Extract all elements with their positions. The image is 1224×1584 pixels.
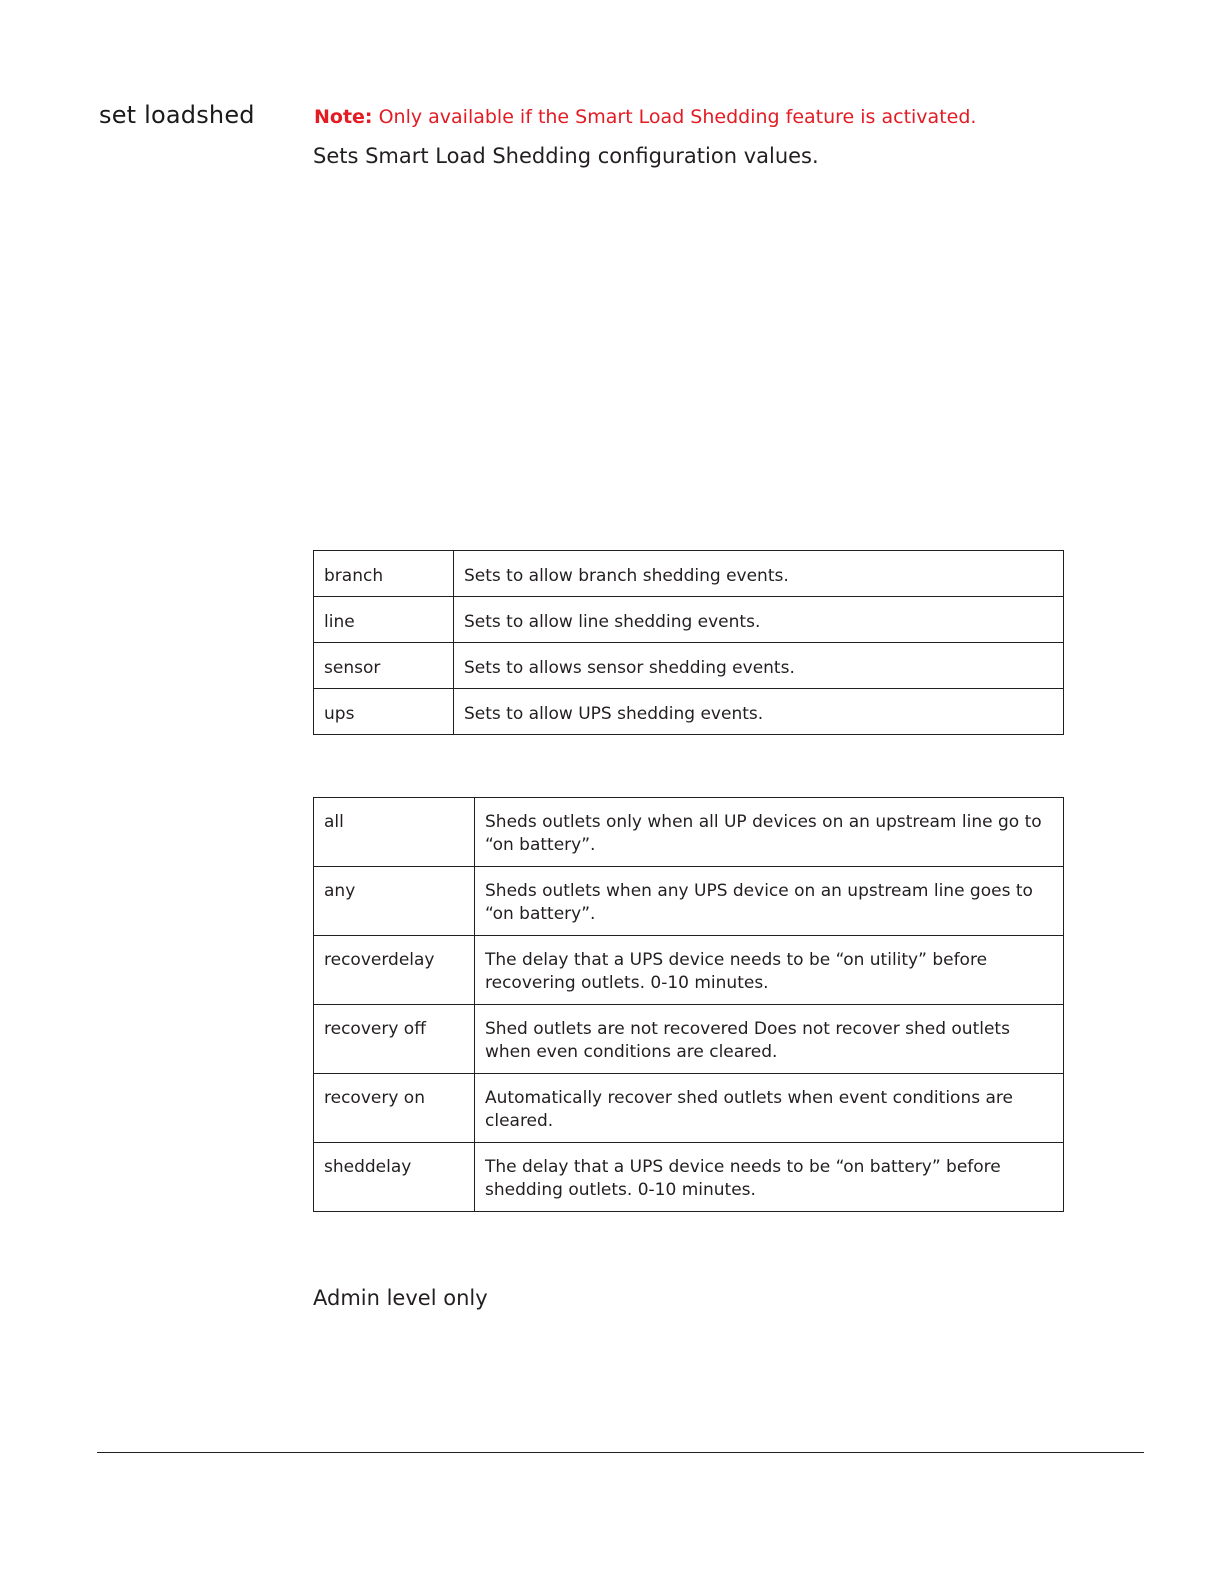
param-description: Sets to allow branch shedding events. [454, 551, 1064, 597]
param-description: Sets to allow UPS shedding events. [454, 689, 1064, 735]
param-description: The delay that a UPS device needs to be “on utility” before recovering outlets. 0-10 minutes. [475, 936, 1064, 1005]
table-row [314, 1074, 1064, 1143]
param-name: recoverdelay [314, 936, 475, 1005]
footer-divider [97, 1452, 1144, 1453]
param-name: any [314, 867, 475, 936]
access-level: Admin level only [313, 1286, 488, 1310]
param-description: Sheds outlets when any UPS device on an upstream line goes to “on battery”. [475, 867, 1064, 936]
command-title: set loadshed [99, 101, 255, 129]
param-name: branch [314, 551, 454, 597]
table-row [314, 689, 1064, 735]
param-description: Sheds outlets only when all UP devices on an upstream line go to “on battery”. [475, 798, 1064, 867]
param-description: Shed outlets are not recovered Does not recover shed outlets when even conditions are cleared. [475, 1005, 1064, 1074]
note-label: Note: [314, 106, 373, 128]
param-name: all [314, 798, 475, 867]
param-name: line [314, 597, 454, 643]
table-row [314, 1143, 1064, 1212]
note [314, 106, 976, 128]
table-row [314, 643, 1064, 689]
param-description: Automatically recover shed outlets when event conditions are cleared. [475, 1074, 1064, 1143]
table-row [314, 867, 1064, 936]
table-row [314, 597, 1064, 643]
param-name: recovery on [314, 1074, 475, 1143]
table-row [314, 798, 1064, 867]
param-description: Sets to allow line shedding events. [454, 597, 1064, 643]
param-name: recovery off [314, 1005, 475, 1074]
table-row [314, 936, 1064, 1005]
param-description: The delay that a UPS device needs to be “on battery” before shedding outlets. 0-10 minutes. [475, 1143, 1064, 1212]
param-description: Sets to allows sensor shedding events. [454, 643, 1064, 689]
options-table [313, 797, 1064, 1212]
note-text: Only available if the Smart Load Shedding feature is activated. [378, 106, 977, 128]
table-row [314, 1005, 1064, 1074]
param-name: ups [314, 689, 454, 735]
command-description: Sets Smart Load Shedding configuration values. [313, 144, 819, 168]
event-types-table [313, 550, 1064, 735]
param-name: sheddelay [314, 1143, 475, 1212]
param-name: sensor [314, 643, 454, 689]
table-row [314, 551, 1064, 597]
